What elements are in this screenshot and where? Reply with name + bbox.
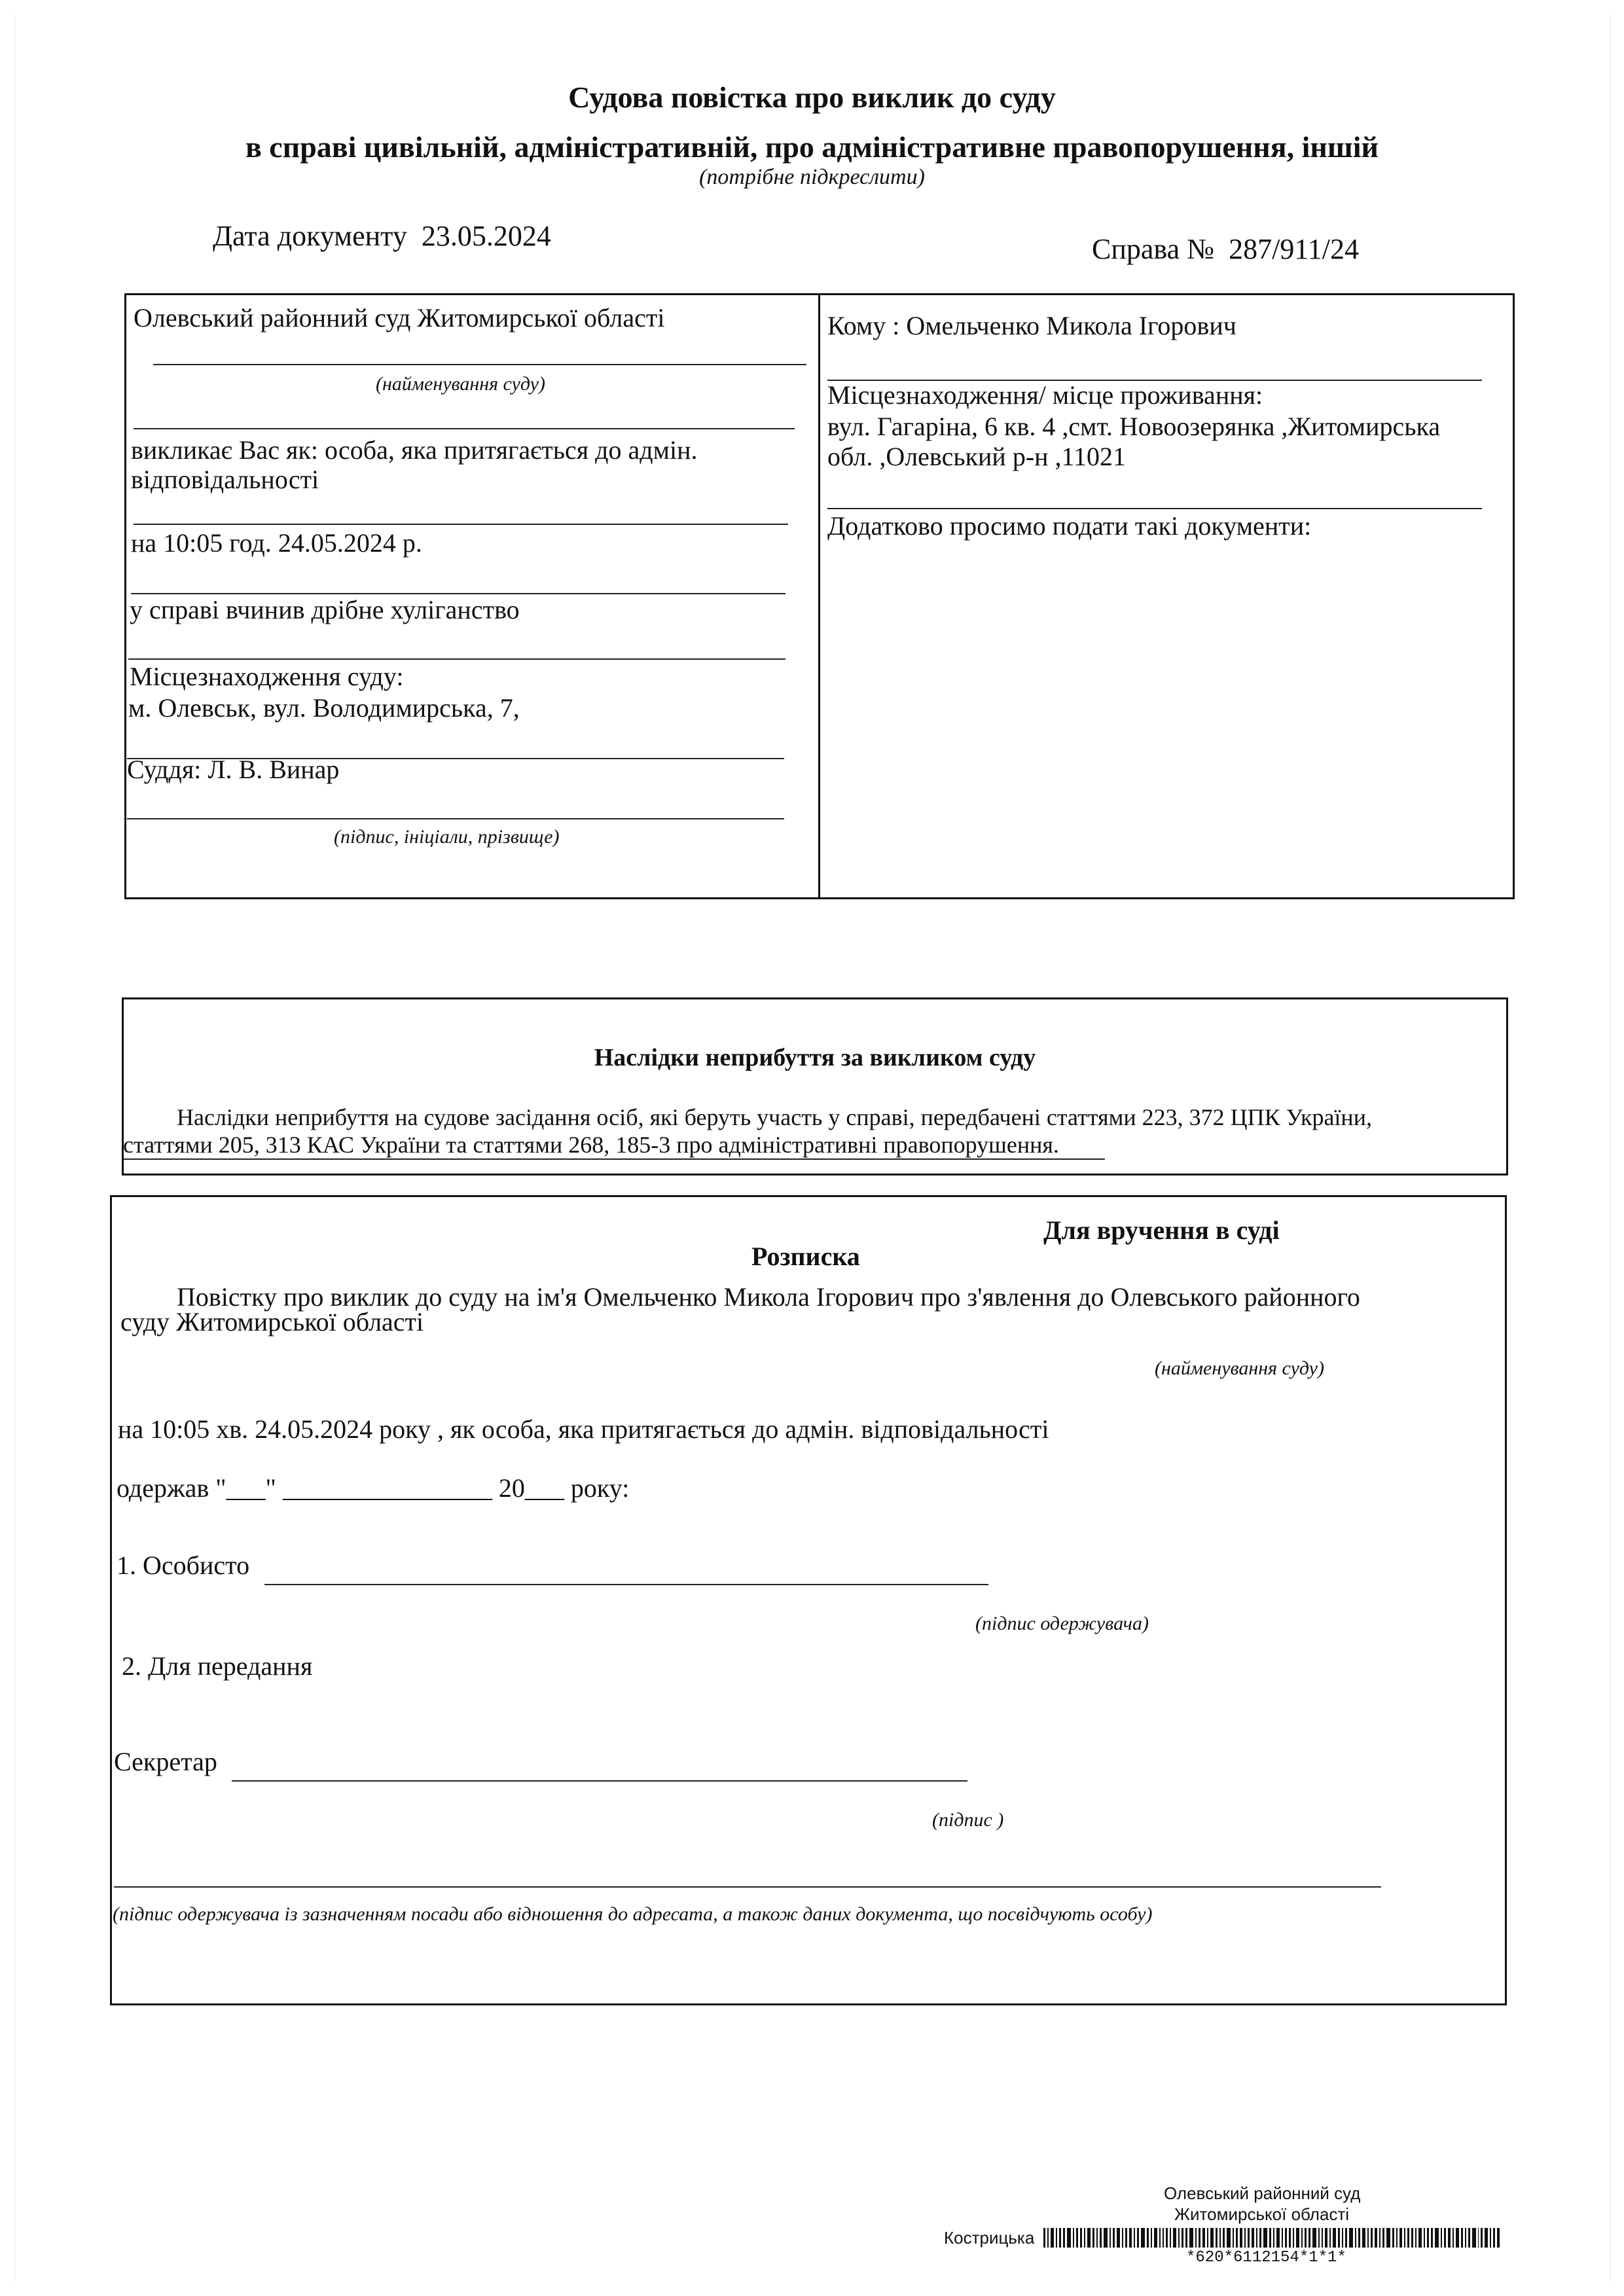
separator-line (127, 818, 784, 819)
barcode-bar (1210, 2228, 1214, 2248)
barcode-bar (1223, 2228, 1225, 2248)
barcode-bar (1490, 2228, 1491, 2248)
barcode-bar (1100, 2228, 1102, 2248)
received-date-line: одержав "___" ________________ 20___ року: (117, 1473, 630, 1503)
barcode-bar (1468, 2228, 1470, 2248)
recipient-address-line2: обл. ,Олевський р-н ,11021 (827, 442, 1127, 471)
barcode-bar (1407, 2228, 1409, 2248)
barcode-bar (1073, 2228, 1074, 2248)
barcode-bar (1435, 2228, 1439, 2248)
receipt-line1: Повістку про виклик до суду на ім'я Омельченко Микола Ігорович про з'явлення до Олевського районного (177, 1282, 1360, 1312)
hearing-time: на 10:05 год. 24.05.2024 р. (131, 528, 422, 558)
barcode-bar (1207, 2228, 1208, 2248)
consequences-text-line1: Наслідки неприбуття на судове засідання осіб, які беруть участь у справі, передбачені статтями 223, 372 ЦПК України, (177, 1104, 1372, 1130)
barcode-bar (1276, 2228, 1280, 2248)
court-name: Олевський районний суд Житомирської області (134, 303, 665, 332)
barcode-bar (1087, 2228, 1091, 2248)
barcode-bar (1273, 2228, 1274, 2248)
barcode-bar (1424, 2228, 1425, 2248)
barcode-bar (1240, 2228, 1243, 2248)
document-date-label: Дата документу (213, 220, 407, 252)
barcode-bar (1478, 2228, 1479, 2248)
barcode-bar (1122, 2228, 1123, 2248)
barcode-bar (1404, 2228, 1405, 2248)
barcode-bar (1338, 2228, 1340, 2248)
barcode-bar (1345, 2228, 1347, 2248)
secretary-label: Секретар (114, 1747, 217, 1776)
column-divider (818, 293, 820, 899)
barcode-bar (1080, 2228, 1083, 2248)
recipient-location-label: Місцезнаходження/ місце проживання: (827, 380, 1263, 410)
barcode-bar (1063, 2228, 1065, 2248)
barcode-bar (1084, 2228, 1085, 2248)
barcode-bar (1113, 2228, 1115, 2248)
barcode-bar (1481, 2228, 1483, 2248)
recipient-address-line1: вул. Гагаріна, 6 кв. 4 ,смт. Новоозерянка ,Житомирська (827, 412, 1441, 441)
barcode-bar (1269, 2228, 1271, 2248)
court-caption: (найменування суду) (376, 373, 545, 395)
receipt-court-caption: (найменування суду) (1155, 1357, 1324, 1379)
barcode-bar (1047, 2228, 1049, 2248)
barcode-bar (1362, 2228, 1365, 2248)
court-location: м. Олевськ, вул. Володимирська, 7, (128, 693, 520, 723)
barcode-bar (1219, 2228, 1221, 2248)
barcode-bar (1147, 2228, 1149, 2248)
barcode-bar (1329, 2228, 1331, 2248)
barcode-bar (1485, 2228, 1488, 2248)
text-underline (123, 1158, 1105, 1160)
barcode-bar (1282, 2228, 1283, 2248)
barcode-bar (1448, 2228, 1451, 2248)
barcode-bar (1202, 2228, 1205, 2248)
barcode-bar (1399, 2228, 1403, 2248)
footer-court-line2: Житомирської області (1174, 2204, 1350, 2224)
recipient-details-caption: (підпис одержувача із зазначенням посади або відношення до адресата, а також даних документа, що посвідчують особу) (113, 1903, 1153, 1925)
barcode-bar (1461, 2228, 1463, 2248)
barcode-bar (1472, 2228, 1476, 2248)
barcode-bar (1067, 2228, 1071, 2248)
recipient-sign-caption: (підпис одержувача) (975, 1613, 1149, 1634)
barcode-bar (1392, 2228, 1394, 2248)
barcode-bar (1415, 2228, 1416, 2248)
barcode-bar (1216, 2228, 1218, 2248)
barcode-bar (1125, 2228, 1127, 2248)
barcode-bar (1263, 2228, 1267, 2248)
barcode-bar (1170, 2228, 1171, 2248)
barcode-bar (1178, 2228, 1180, 2248)
barcode-bar (1418, 2228, 1422, 2248)
barcode-bar (1248, 2228, 1250, 2248)
summons-as-line2: відповідальності (131, 465, 319, 494)
for-court-delivery: Для вручення в суді (1043, 1215, 1280, 1245)
barcode-bar (1386, 2228, 1390, 2248)
barcode-bar (1141, 2228, 1145, 2248)
page-title: Судова повістка про виклик до суду (568, 81, 1056, 114)
barcode-bar (1367, 2228, 1369, 2248)
transfer-label: 2. Для передання (122, 1651, 313, 1681)
barcode-bar (1182, 2228, 1183, 2248)
judge: Суддя: Л. В. Винар (127, 755, 340, 784)
barcode-bar (1431, 2228, 1433, 2248)
barcode-bar (1236, 2228, 1238, 2248)
barcode-bar (1244, 2228, 1246, 2248)
barcode (1043, 2228, 1502, 2248)
barcode-bar (1427, 2228, 1429, 2248)
barcode-bar (1456, 2228, 1459, 2248)
barcode-bar (1092, 2228, 1094, 2248)
barcode-bar (1382, 2228, 1384, 2248)
secretary-signature-line[interactable] (232, 1780, 967, 1782)
clerk-name: Кострицька (944, 2228, 1035, 2248)
barcode-bar (1076, 2228, 1078, 2248)
barcode-bar (1256, 2228, 1257, 2248)
barcode-bar (1227, 2228, 1231, 2248)
barcode-bar (1358, 2228, 1360, 2248)
underline-note: (потрібне підкреслити) (699, 165, 925, 189)
barcode-bar (1312, 2228, 1316, 2248)
barcode-bar (1465, 2228, 1466, 2248)
barcode-bar (1096, 2228, 1098, 2248)
barcode-bar (1137, 2228, 1139, 2248)
barcode-bar (1333, 2228, 1336, 2248)
barcode-bar (1444, 2228, 1446, 2248)
barcode-bar (1349, 2228, 1353, 2248)
barcode-bar (1411, 2228, 1413, 2248)
barcode-bar (1252, 2228, 1254, 2248)
consequences-title: Наслідки неприбуття за викликом суду (594, 1044, 1036, 1071)
barcode-bar (1493, 2228, 1495, 2248)
recipient-name: Кому : Омельченко Микола Ігорович (827, 311, 1236, 340)
additional-documents: Додатково просимо подати такі документи: (827, 511, 1312, 541)
barcode-bar (1043, 2228, 1045, 2248)
barcode-bar (1154, 2228, 1157, 2248)
case-number (1092, 232, 1359, 266)
barcode-bar (1453, 2228, 1454, 2248)
barcode-bar (1189, 2228, 1193, 2248)
personal-signature-line[interactable] (264, 1584, 988, 1585)
barcode-bar (1166, 2228, 1168, 2248)
barcode-bar (1308, 2228, 1310, 2248)
document-date (213, 219, 551, 253)
barcode-bar (1371, 2228, 1373, 2248)
barcode-bar (1293, 2228, 1294, 2248)
sign-caption: (підпис, ініціали, прізвище) (334, 826, 560, 848)
barcode-bar (1163, 2228, 1164, 2248)
barcode-bar (1159, 2228, 1161, 2248)
recipient-details-line[interactable] (114, 1886, 1381, 1888)
court-name-line (153, 364, 806, 365)
barcode-bar (1441, 2228, 1442, 2248)
document-date-value: 23.05.2024 (421, 220, 551, 252)
case-subject: у справі вчинив дрібне хуліганство (130, 595, 520, 624)
barcode-bar (1379, 2228, 1380, 2248)
separator-line (827, 508, 1482, 509)
barcode-bar (1056, 2228, 1057, 2248)
barcode-bar (1322, 2228, 1324, 2248)
barcode-bar (1134, 2228, 1135, 2248)
barcode-bar (1173, 2228, 1176, 2248)
barcode-bar (1195, 2228, 1197, 2248)
barcode-bar (1104, 2228, 1108, 2248)
barcode-bar (1375, 2228, 1377, 2248)
barcode-bar (1289, 2228, 1291, 2248)
barcode-bar (1355, 2228, 1356, 2248)
case-number-value: 287/911/24 (1229, 233, 1359, 265)
summons-as-line1: викликає Вас як: особа, яка притягається до адмін. (131, 435, 698, 465)
personal-label: 1. Особисто (117, 1551, 250, 1580)
separator-line (134, 524, 788, 525)
barcode-bar (1129, 2228, 1132, 2248)
receipt-title: Розписка (751, 1242, 860, 1271)
footer-court-line1: Олевський районний суд (1164, 2183, 1361, 2203)
receipt-line2: суду Житомирської області (120, 1307, 424, 1336)
barcode-bar (1305, 2228, 1307, 2248)
barcode-bar (1059, 2228, 1061, 2248)
separator-line (134, 428, 795, 429)
court-location-label: Місцезнаходження суду: (130, 662, 404, 691)
barcode-bar (1497, 2228, 1500, 2248)
barcode-bar (1259, 2228, 1261, 2248)
barcode-bar (1396, 2228, 1398, 2248)
receipt-time-line: на 10:05 хв. 24.05.2024 року , як особа, яка притягається до адмін. відповідальності (118, 1414, 1049, 1444)
barcode-bar (1325, 2228, 1327, 2248)
secretary-sign-caption: (підпис ) (932, 1809, 1004, 1831)
barcode-bar (1318, 2228, 1320, 2248)
barcode-bar (1285, 2228, 1287, 2248)
barcode-bar (1051, 2228, 1054, 2248)
barcode-bar (1301, 2228, 1303, 2248)
barcode-bar (1199, 2228, 1200, 2248)
separator-line (128, 658, 785, 660)
consequences-text-line2: статтями 205, 313 КАС України та статтями 268, 185-3 про адміністративні правопорушення. (123, 1132, 1059, 1158)
barcode-bar (1110, 2228, 1111, 2248)
barcode-bar (1117, 2228, 1120, 2248)
barcode-bar (1342, 2228, 1343, 2248)
barcode-bar (1233, 2228, 1234, 2248)
barcode-bar (1296, 2228, 1299, 2248)
page-subtitle: в справі цивільній, адміністративній, про адміністративне правопорушення, іншій (245, 130, 1379, 164)
barcode-bar (1185, 2228, 1187, 2248)
case-number-label: Справа № (1092, 233, 1215, 265)
barcode-bar (1151, 2228, 1152, 2248)
barcode-text: *620*6112154*1*1* (1186, 2249, 1346, 2267)
